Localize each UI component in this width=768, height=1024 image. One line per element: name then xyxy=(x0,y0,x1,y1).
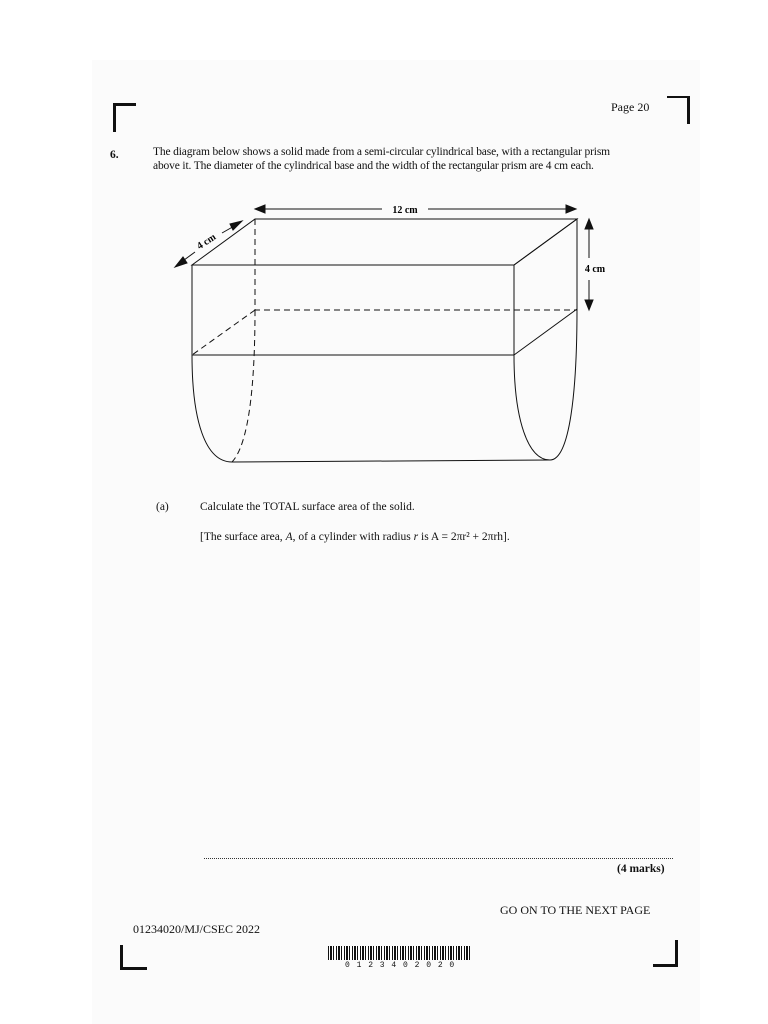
corner-mark-bottom-right xyxy=(653,940,678,967)
hint-variable-r: r xyxy=(413,531,419,543)
question-intro-line-2: above it. The diameter of the cylindrical base and the width of the rectangular prism are 4 cm each. xyxy=(153,160,594,172)
marks-label: (4 marks) xyxy=(617,863,665,875)
corner-mark-bottom-left xyxy=(120,945,147,970)
cylinder-left-hidden-curve xyxy=(232,310,255,462)
question-number: 6. xyxy=(110,149,119,161)
prism-top-face xyxy=(192,219,577,265)
answer-line[interactable] xyxy=(204,858,673,859)
hint-formula: is A = 2πr² + 2πrh]. xyxy=(418,531,510,543)
part-a-instruction: Calculate the TOTAL surface area of the solid. xyxy=(200,501,415,513)
part-a-hint xyxy=(200,530,510,545)
prism-right-face xyxy=(514,219,577,355)
cylinder-left-curve xyxy=(192,355,232,462)
question-intro-line-1: The diagram below shows a solid made from a semi-circular cylindrical base, with a rectangular prism xyxy=(153,146,610,158)
hint-middle: , of a cylinder with radius xyxy=(292,531,414,543)
width-arrow-lower xyxy=(175,257,187,267)
height-label: 4 cm xyxy=(584,264,606,275)
barcode-digits: 0 1 2 3 4 0 2 0 2 0 xyxy=(345,961,456,970)
width-label: 4 cm xyxy=(195,231,219,253)
page-number: Page 20 xyxy=(611,100,650,114)
height-arrow-bottom xyxy=(585,300,593,310)
hint-prefix: [The surface area, xyxy=(200,531,286,543)
cylinder-bottom-edge xyxy=(232,460,550,462)
length-arrow-right xyxy=(566,205,576,213)
length-arrow-left xyxy=(255,205,265,213)
length-label: 12 cm xyxy=(392,205,418,216)
hint-variable-a: A xyxy=(285,531,293,543)
go-on-notice: GO ON TO THE NEXT PAGE xyxy=(500,903,651,917)
height-arrow-top xyxy=(585,219,593,229)
hidden-edge-diagonal xyxy=(192,310,255,355)
paper-code: 01234020/MJ/CSEC 2022 xyxy=(133,922,261,936)
width-arrow-upper xyxy=(230,221,242,230)
part-a-label: (a) xyxy=(156,501,169,513)
